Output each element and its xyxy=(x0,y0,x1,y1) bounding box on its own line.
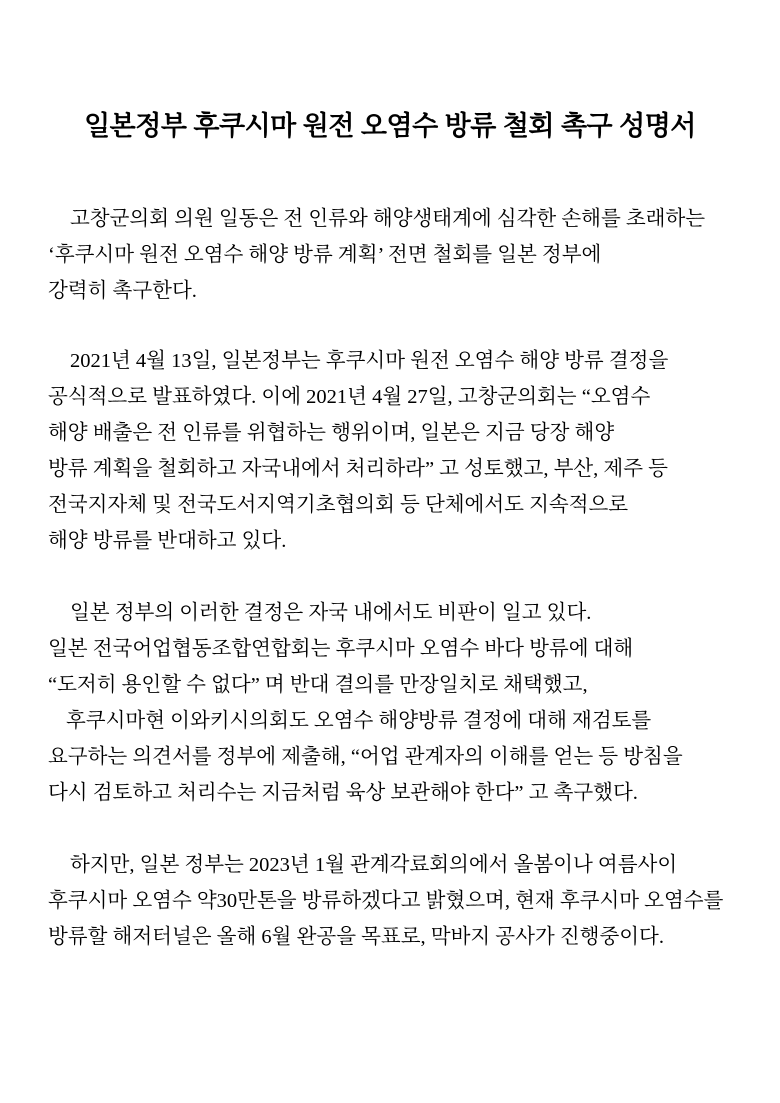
paragraph-3 xyxy=(48,595,732,811)
paragraph-1-line-3: 강력히 촉구한다. xyxy=(48,280,197,302)
page-title: 일본정부 후쿠시마 원전 오염수 방류 철회 촉구 성명서 xyxy=(84,111,696,141)
paragraph-1-line-2: ‘후쿠시마 원전 오염수 해양 방류 계획’ 전면 철회를 일본 정부에 xyxy=(48,244,602,266)
paragraph-1-line-1: 고창군의회 의원 일동은 전 인류와 해양생태계에 심각한 손해를 초래하는 xyxy=(70,208,706,230)
paragraph-2 xyxy=(48,343,732,559)
paragraph-4-line-1: 하지만, 일본 정부는 2023년 1월 관계각료회의에서 올봄이나 여름사이 xyxy=(70,854,678,876)
spacer xyxy=(48,309,732,343)
paragraph-3-line-4: 후쿠시마현 이와키시의회도 오염수 해양방류 결정에 대해 재검토를 xyxy=(66,710,652,732)
spacer xyxy=(48,811,732,847)
paragraph-3-line-1: 일본 정부의 이러한 결정은 자국 내에서도 비판이 일고 있다. xyxy=(70,602,592,624)
paragraph-2-line-1: 2021년 4월 13일, 일본정부는 후쿠시마 원전 오염수 해양 방류 결정을 xyxy=(70,350,669,372)
paragraph-2-line-4: 방류 계획을 철회하고 자국내에서 처리하라” 고 성토했고, 부산, 제주 등 xyxy=(48,458,668,480)
paragraph-3-line-6: 다시 검토하고 처리수는 지금처럼 육상 보관해야 한다” 고 촉구했다. xyxy=(48,782,638,804)
paragraph-3-line-3: “도저히 용인할 수 없다” 며 반대 결의를 만장일치로 채택했고, xyxy=(48,674,588,696)
paragraph-2-line-5: 전국지자체 및 전국도서지역기초협의회 등 단체에서도 지속적으로 xyxy=(48,494,629,516)
paragraph-4-line-3: 방류할 해저터널은 올해 6월 완공을 목표로, 막바지 공사가 진행중이다. xyxy=(48,926,664,948)
paragraph-4-line-2: 후쿠시마 오염수 약30만톤을 방류하겠다고 밝혔으며, 현재 후쿠시마 오염수를 xyxy=(48,890,724,912)
paragraph-2-line-6: 해양 방류를 반대하고 있다. xyxy=(48,530,287,552)
spacer xyxy=(48,143,732,201)
paragraph-2-line-3: 해양 배출은 전 인류를 위협하는 행위이며, 일본은 지금 당장 해양 xyxy=(48,422,615,444)
paragraph-3-line-5: 요구하는 의견서를 정부에 제출해, “어업 관계자의 이해를 얻는 등 방침을 xyxy=(48,746,683,768)
spacer xyxy=(48,559,732,595)
document-body xyxy=(48,143,732,955)
paragraph-2-line-2: 공식적으로 발표하였다. 이에 2021년 4월 27일, 고창군의회는 “오염수 xyxy=(48,386,651,408)
paragraph-4 xyxy=(48,847,732,955)
paragraph-3-line-2: 일본 전국어업협동조합연합회는 후쿠시마 오염수 바다 방류에 대해 xyxy=(48,638,634,660)
paragraph-1 xyxy=(48,201,732,309)
